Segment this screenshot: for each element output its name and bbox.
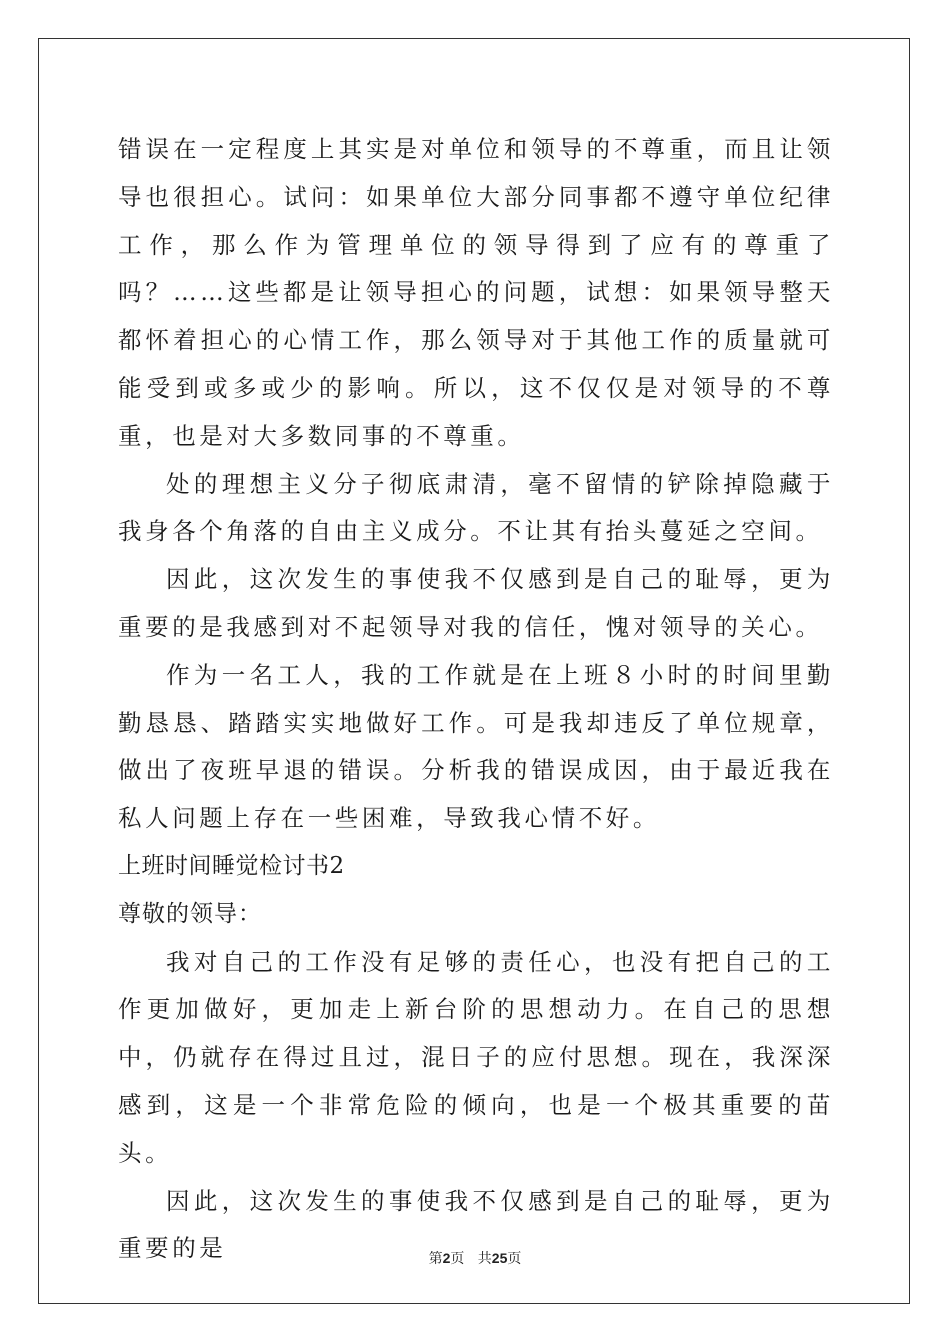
page-total: 25: [491, 1250, 508, 1266]
paragraph: 因此，这次发生的事使我不仅感到是自己的耻辱，更为重要的是: [118, 1186, 834, 1263]
salutation: 尊敬的领导：: [118, 900, 262, 927]
page-current: 2: [442, 1250, 451, 1266]
paragraph: 因此，这次发生的事使我不仅感到是自己的耻辱，更为重要的是我感到对不起领导对我的信任，愧对领导的关心。: [118, 565, 834, 641]
page-prefix: 第: [428, 1251, 443, 1267]
paragraph: 作为一名工人，我的工作就是在上班８小时的时间里勤勤恳恳、踏踏实实地做好工作。可是我却违反了单位规章，做出了夜班早退的错误。分析我的错误成因，由于最近我在私人问题上存在一些困难，导致我心情不好。: [118, 660, 834, 833]
page-unit: 页: [450, 1251, 465, 1267]
paragraph: 我对自己的工作没有足够的责任心，也没有把自己的工作更加做好，更加走上新台阶的思想动力。在自己的思想中，仍就存在得过且过，混日子的应付思想。现在，我深深感到，这是一个非常危险的倾向，也是一个极其重要的苗头。: [118, 947, 834, 1167]
section-heading: 上班时间睡觉检讨书2: [118, 852, 345, 879]
total-prefix: 共: [477, 1251, 492, 1267]
total-unit: 页: [507, 1251, 522, 1267]
paragraph: 处的理想主义分子彻底肃清，毫不留情的铲除掉隐藏于我身各个角落的自由主义成分。不让其有抬头蔓延之空间。: [118, 469, 834, 546]
paragraph-continued: 错误在一定程度上其实是对单位和领导的不尊重，而且让领导也很担心。试问：如果单位大部分同事都不遵守单位纪律工作，那么作为管理单位的领导得到了应有的尊重了吗？……这些都是让领导担心的问题，试想：如果领导整天都怀着担心的心情工作，那么领导对于其他工作的质量就可能受到或多或少的影响。所以，这不仅仅是对领导的不尊重，也是对大多数同事的不尊重。: [118, 135, 834, 450]
page-footer: [0, 1248, 950, 1268]
document-body: [118, 126, 834, 1273]
